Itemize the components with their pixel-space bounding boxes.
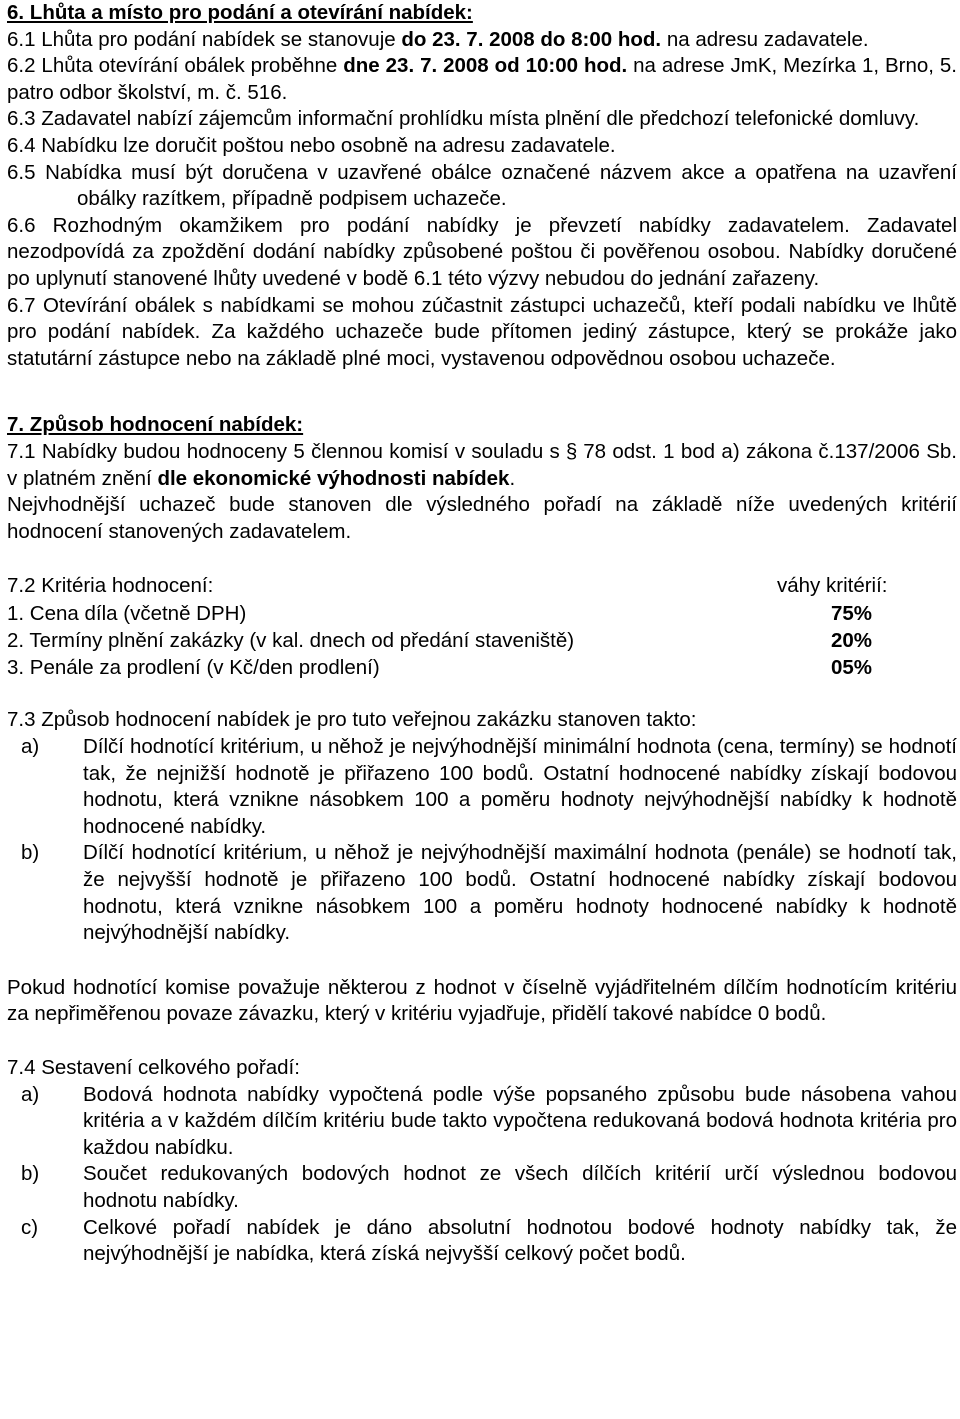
- list-item-text: Dílčí hodnotící kritérium, u něhož je nejvýhodnější minimální hodnota (cena, termíny) se hodnotí tak, že nejnižší hodnotě je přiřazeno 100 bodů. Ostatní hodnocené nabídky získají bodovou hodnotu, která vznikne násobkem 100 a poměru hodnoty nejvýhodnější nabídky k hodnotě hodnocené nabídky.: [83, 735, 957, 838]
- paragraph-6-7: [7, 293, 957, 373]
- paragraph-6-5-text: 6.5 Nabídka musí být doručena v uzavřené obálce označené názvem akce a opatřena na uzavření obálky razítkem, případně podpisem uchazeče.: [7, 160, 957, 211]
- list-item-text: Bodová hodnota nabídky vypočtená podle výše popsaného způsobu bude násobena vahou kritéria a v každém dílčím kritériu bude takto vypočtena redukovaná bodová hodnota kritéria pro každou nabídku.: [83, 1082, 957, 1159]
- paragraph-6-6-number: 6.6: [7, 213, 36, 237]
- list-item-label: a): [21, 1082, 40, 1106]
- paragraph-6-7-text-a: Otevírání obálek s nabídkami se mohou zúčastnit zástupci uchazečů, kteří podali nabídku ve lhůtě pro podání nabídek.: [7, 293, 957, 344]
- criteria-weight: 20%: [830, 628, 872, 652]
- paragraph-7-1-period: .: [509, 466, 516, 490]
- criteria-row: [7, 627, 957, 654]
- paragraph-6-7-text-b: Za každého uchazeče bude přítomen jediný zástupce, který se prokáže jako statutární zástupce nebo na základě plné moci, vystavenou odpovědnou osobou uchazeče.: [7, 320, 957, 370]
- list-item-text: Celkové pořadí nabídek je dáno absolutní hodnotou bodové hodnoty nabídky tak, že nejvýhodnější je nabídka, která získá nejvyšší celkový počet bodů.: [83, 1215, 957, 1266]
- list-item: [21, 1215, 957, 1268]
- list-item: [21, 840, 957, 946]
- criteria-heading: 7.2 Kritéria hodnocení:: [7, 574, 214, 598]
- paragraph-6-3: [7, 106, 957, 133]
- evaluation-method-list: [7, 734, 957, 947]
- list-item-text: Dílčí hodnotící kritérium, u něhož je nejvýhodnější maximální hodnota (penále) se hodnotí tak, že nejvyšší hodnotě je přiřazeno 100 bodů. Ostatní hodnocené nabídky získají bodovou hodnotu, která vznikne násobkem 100 a poměru hodnoty hodnocené nabídky k hodnotě nejvýhodnější nabídky.: [83, 841, 957, 945]
- criteria-header-row: [7, 572, 957, 599]
- paragraph-6-6: [7, 213, 957, 293]
- paragraph-7-1-criterion: dle ekonomické výhodnosti nabídek: [157, 466, 510, 490]
- paragraph-6-1-text: 6.1 Lhůta pro podání nabídek se stanovuje: [7, 27, 396, 51]
- paragraph-7-4: 7.4 Sestavení celkového pořadí:: [7, 1056, 300, 1079]
- criteria-row: [7, 654, 957, 681]
- section-7-heading: 7. Způsob hodnocení nabídek:: [7, 413, 304, 437]
- paragraph-6-1: [7, 27, 957, 54]
- paragraph-7-3: 7.3 Způsob hodnocení nabídek je pro tuto veřejnou zakázku stanoven takto:: [7, 708, 697, 732]
- section-6-heading: 6. Lhůta a místo pro podání a otevírání nabídek:: [7, 1, 473, 24]
- spacer: [7, 947, 957, 975]
- criteria-name: 3. Penále za prodlení (v Kč/den prodlení): [7, 656, 380, 680]
- spacer: [7, 372, 957, 412]
- paragraph-6-2-date: dne 23. 7. 2008 od 10:00 hod.: [343, 54, 628, 78]
- paragraph-6-6-text-a: Rozhodným okamžikem pro podání nabídky je převzetí nabídky zadavatelem.: [52, 213, 850, 237]
- spacer: [7, 545, 957, 572]
- paragraph-6-2-text: 6.2 Lhůta otevírání obálek proběhne: [7, 54, 338, 78]
- criteria-name: 1. Cena díla (včetně DPH): [7, 601, 247, 625]
- paragraph-6-2-address: na adrese JmK, Mezírka 1, Brno, 5. patro odbor školství, m. č. 516.: [7, 54, 957, 104]
- list-item: [21, 734, 957, 840]
- paragraph-7-1-text-b: 78 odst. 1 bod a) zákona č.137/2006 Sb. v platném znění: [7, 439, 957, 490]
- list-item: [21, 1082, 957, 1162]
- paragraph-6-1-deadline: do 23. 7. 2008 do 8:00 hod.: [401, 27, 662, 51]
- list-item-text: Součet redukovaných bodových hodnot ze všech dílčích kritérií určí výslednou bodovou hodnotu nabídky.: [83, 1162, 957, 1212]
- list-item-label: b): [21, 1162, 40, 1186]
- list-item-label: c): [21, 1215, 39, 1239]
- criteria-name: 2. Termíny plnění zakázky (v kal. dnech od předání staveniště): [7, 628, 575, 652]
- paragraph-6-7-number: 6.7: [7, 293, 36, 317]
- paragraph-7-1-text-a: 7.1 Nabídky budou hodnoceny 5 člennou komisí v souladu s: [7, 439, 560, 463]
- paragraph-symbol: §: [565, 439, 578, 463]
- spacer: [7, 1028, 957, 1055]
- total-ranking-list: [7, 1082, 957, 1268]
- paragraph-6-1-address: na adresu zadavatele.: [666, 27, 869, 51]
- criteria-list: [7, 600, 957, 682]
- list-item-label: b): [21, 841, 40, 865]
- paragraph-6-4-text: 6.4 Nabídku lze doručit poštou nebo osobně na adresu zadavatele.: [7, 133, 616, 157]
- paragraph-6-5: [7, 160, 957, 213]
- paragraph-disproportionate-value: Pokud hodnotící komise považuje některou z hodnot v číselně vyjádřitelném dílčím hodnotícím kritériu za nepřiměřenou povaze závazku, který v kritériu vyjadřuje, přidělí takové nabídce 0 bodů.: [7, 975, 957, 1026]
- list-item-label: a): [21, 735, 40, 759]
- paragraph-7-1-result: Nejvhodnější uchazeč bude stanoven dle výsledného pořadí na základě níže uvedených kritérií hodnocení stanovených zadavatelem.: [7, 493, 957, 543]
- document-page: [7, 0, 957, 1268]
- criteria-row: [7, 600, 957, 627]
- criteria-weight: 75%: [830, 601, 872, 625]
- paragraph-6-6-text-b: Zadavatel nezodpovídá za zpoždění dodání nabídky způsobené poštou či pověřenou osobou. Nabídky doručené po uplynutí stanovené lhůty uvedené v bodě 6.1 této výzvy nebudou do jednání zařazeny.: [7, 213, 957, 290]
- criteria-weight: 05%: [830, 656, 872, 680]
- paragraph-6-4: [7, 133, 957, 160]
- weights-heading: váhy kritérií:: [777, 574, 888, 598]
- paragraph-6-3-text: 6.3 Zadavatel nabízí zájemcům informační prohlídku místa plnění dle předchozí telefonické domluvy.: [7, 107, 920, 131]
- paragraph-6-2: [7, 53, 957, 106]
- spacer: [7, 681, 957, 707]
- paragraph-7-1: [7, 439, 957, 492]
- list-item: [21, 1161, 957, 1214]
